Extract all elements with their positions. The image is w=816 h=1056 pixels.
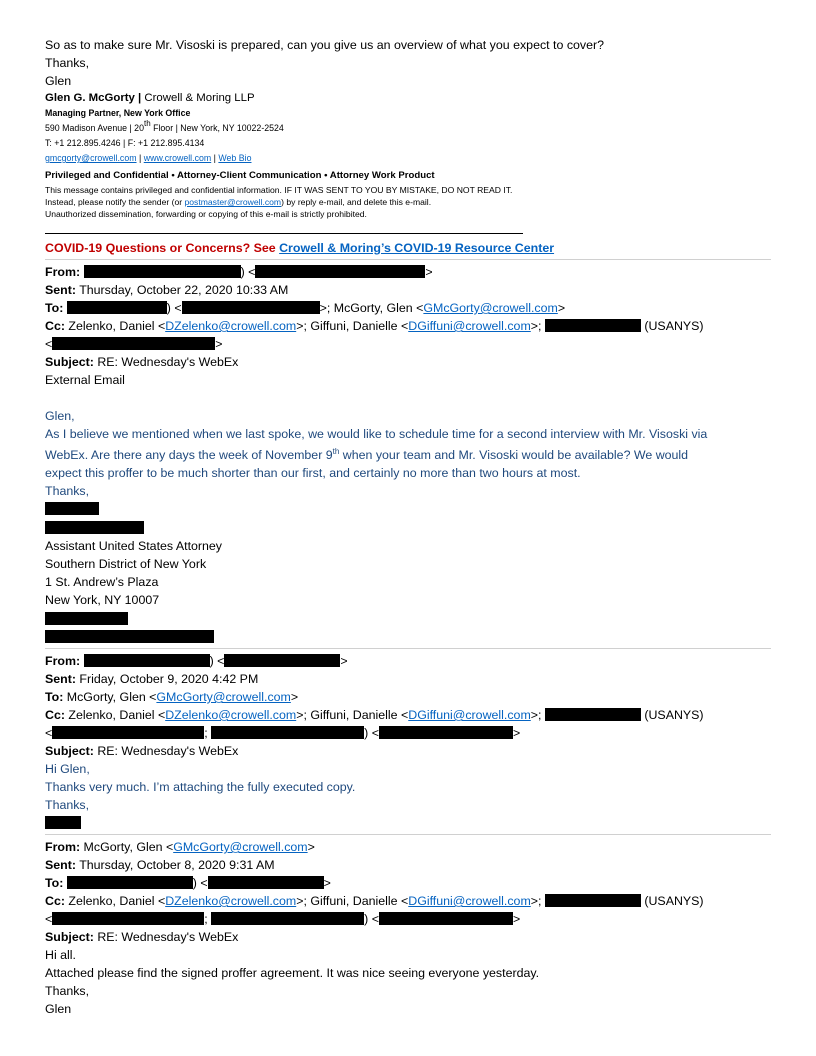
email-1-body — [45, 407, 771, 500]
redaction — [45, 502, 99, 515]
email-link[interactable]: DZelenko@crowell.com — [165, 319, 297, 333]
redaction — [45, 630, 214, 643]
redaction — [224, 654, 340, 667]
email-1-cc: Cc: Zelenko, Daniel <DZelenko@crowell.com>; Giffuni, Danielle <DGiffuni@crowell.com>; (USANYS) — [45, 319, 704, 333]
email-3-subject: Subject: RE: Wednesday's WebEx — [45, 930, 239, 944]
redaction — [67, 876, 193, 889]
signature-email-link[interactable]: gmcgorty@crowell.com — [45, 153, 137, 163]
signature-firm: Crowell & Moring LLP — [144, 92, 255, 104]
covid-resource-link[interactable]: Crowell & Moring’s COVID-19 Resource Center — [279, 241, 555, 255]
sig-address-2: New York, NY 10007 — [45, 593, 160, 607]
email-2-from: From: ) < > — [45, 654, 348, 668]
body-greeting: Hi all. — [45, 948, 76, 962]
email-3-cc-cont: < ; ) < > — [45, 912, 521, 926]
signature-divider — [45, 233, 523, 234]
email-1-cc-cont: < > — [45, 337, 223, 351]
email-link[interactable]: GMcGorty@crowell.com — [173, 840, 308, 854]
external-email-tag: External Email — [45, 373, 125, 387]
body-line: Thanks very much. I’m attaching the fully executed copy. — [45, 780, 356, 794]
email-2-header — [45, 652, 771, 760]
redaction — [379, 726, 513, 739]
email-link[interactable]: DGiffuni@crowell.com — [408, 319, 531, 333]
signature-block — [45, 90, 771, 166]
signature-phone: T: +1 212.895.4246 | F: +1 212.895.4134 — [45, 138, 205, 148]
email-2-sent: Sent: Friday, October 9, 2020 4:42 PM — [45, 672, 259, 686]
redaction — [52, 337, 215, 350]
email-link[interactable]: GMcGorty@crowell.com — [423, 301, 558, 315]
email-2-body — [45, 760, 771, 814]
email-2-to: To: McGorty, Glen <GMcGorty@crowell.com> — [45, 690, 299, 704]
redaction — [67, 301, 167, 314]
body-thanks: Thanks, — [45, 984, 90, 998]
confidential-heading: Privileged and Confidential • Attorney-Client Communication • Attorney Work Product — [45, 170, 435, 181]
postmaster-link[interactable]: postmaster@crowell.com — [184, 197, 282, 207]
sig-office: Southern District of New York — [45, 557, 207, 571]
signature-links: gmcgorty@crowell.com | www.crowell.com | Web Bio — [45, 153, 252, 163]
body-thanks: Thanks, — [45, 484, 90, 498]
body-thanks: Thanks, — [45, 798, 90, 812]
intro-question: So as to make sure Mr. Visoski is prepared, can you give us an overview of what you expect to cover? — [45, 38, 605, 52]
email-link[interactable]: GMcGorty@crowell.com — [156, 690, 291, 704]
covid-banner: COVID-19 Questions or Concerns? See Crowell & Moring’s COVID-19 Resource Center — [45, 241, 555, 255]
body-line: WebEx. Are there any days the week of November 9th when your team and Mr. Visoski would be available? We would — [45, 447, 689, 462]
redaction — [52, 912, 204, 925]
email-link[interactable]: DGiffuni@crowell.com — [408, 708, 531, 722]
email-3-from: From: McGorty, Glen <GMcGorty@crowell.com> — [45, 840, 315, 854]
email-3-body — [45, 946, 771, 1018]
redaction — [52, 726, 204, 739]
intro-thanks: Thanks, — [45, 56, 90, 70]
email-3-header — [45, 838, 771, 946]
email-3-cc: Cc: Zelenko, Daniel <DZelenko@crowell.com>; Giffuni, Danielle <DGiffuni@crowell.com>; (USANYS) — [45, 894, 704, 908]
signature-webbio-link[interactable]: Web Bio — [218, 153, 252, 163]
redaction — [211, 726, 364, 739]
email-2-subject: Subject: RE: Wednesday's WebEx — [45, 744, 239, 758]
confidentiality-notice — [45, 168, 771, 220]
email-3-sent: Sent: Thursday, October 8, 2020 9:31 AM — [45, 858, 275, 872]
confidential-line-1: This message contains privileged and confidential information. IF IT WAS SENT TO YOU BY MISTAKE, DO NOT READ IT. — [45, 185, 513, 195]
body-line: Attached please find the signed proffer agreement. It was nice seeing everyone yesterday. — [45, 966, 540, 980]
redaction — [84, 265, 241, 278]
redaction — [45, 816, 81, 829]
email-1-header — [45, 263, 771, 389]
redaction — [545, 708, 641, 721]
message-divider-3 — [45, 834, 771, 835]
email-link[interactable]: DGiffuni@crowell.com — [408, 894, 531, 908]
signature-name: Glen G. McGorty — [45, 92, 135, 104]
redaction — [545, 319, 641, 332]
intro-name: Glen — [45, 74, 72, 88]
email-1-from: From: ) < > — [45, 265, 433, 279]
body-line: expect this proffer to be much shorter than our first, and certainly no more than two hours at most. — [45, 466, 581, 480]
redaction — [45, 612, 128, 625]
redaction — [379, 912, 513, 925]
email-link[interactable]: DZelenko@crowell.com — [165, 708, 297, 722]
body-name: Glen — [45, 1002, 72, 1016]
email-1-subject: Subject: RE: Wednesday's WebEx — [45, 355, 239, 369]
redaction — [208, 876, 324, 889]
redaction — [211, 912, 364, 925]
email-1-to: To: ) < >; McGorty, Glen <GMcGorty@crowell.com> — [45, 301, 566, 315]
signature-pipe: | — [138, 92, 142, 104]
signature-title: Managing Partner, New York Office — [45, 108, 191, 118]
email-thread-page — [45, 36, 771, 1018]
body-greeting: Glen, — [45, 409, 75, 423]
body-line: As I believe we mentioned when we last spoke, we would like to schedule time for a second interview with Mr. Visoski via — [45, 427, 708, 441]
redaction — [45, 521, 144, 534]
email-2-cc: Cc: Zelenko, Daniel <DZelenko@crowell.com>; Giffuni, Danielle <DGiffuni@crowell.com>; (USANYS) — [45, 708, 704, 722]
redaction — [545, 894, 641, 907]
email-link[interactable]: DZelenko@crowell.com — [165, 894, 297, 908]
confidential-line-3: Unauthorized dissemination, forwarding or copying of this e-mail is strictly prohibited. — [45, 209, 367, 219]
redaction — [84, 654, 210, 667]
email-1-signature — [45, 500, 771, 646]
signature-address: 590 Madison Avenue | 20th Floor | New York, NY 10022-2524 — [45, 119, 284, 133]
redaction — [255, 265, 425, 278]
sig-address-1: 1 St. Andrew’s Plaza — [45, 575, 159, 589]
message-divider-1 — [45, 259, 771, 260]
message-divider-2 — [45, 648, 771, 649]
signature-website-link[interactable]: www.crowell.com — [143, 153, 212, 163]
redaction — [182, 301, 320, 314]
confidential-line-2: Instead, please notify the sender (or postmaster@crowell.com) by reply e-mail, and delete this e-mail. — [45, 197, 432, 207]
email-3-to: To: ) < > — [45, 876, 331, 890]
sig-title: Assistant United States Attorney — [45, 539, 223, 553]
email-1-sent: Sent: Thursday, October 22, 2020 10:33 AM — [45, 283, 289, 297]
body-greeting: Hi Glen, — [45, 762, 90, 776]
email-2-cc-cont: < ; ) < > — [45, 726, 521, 740]
